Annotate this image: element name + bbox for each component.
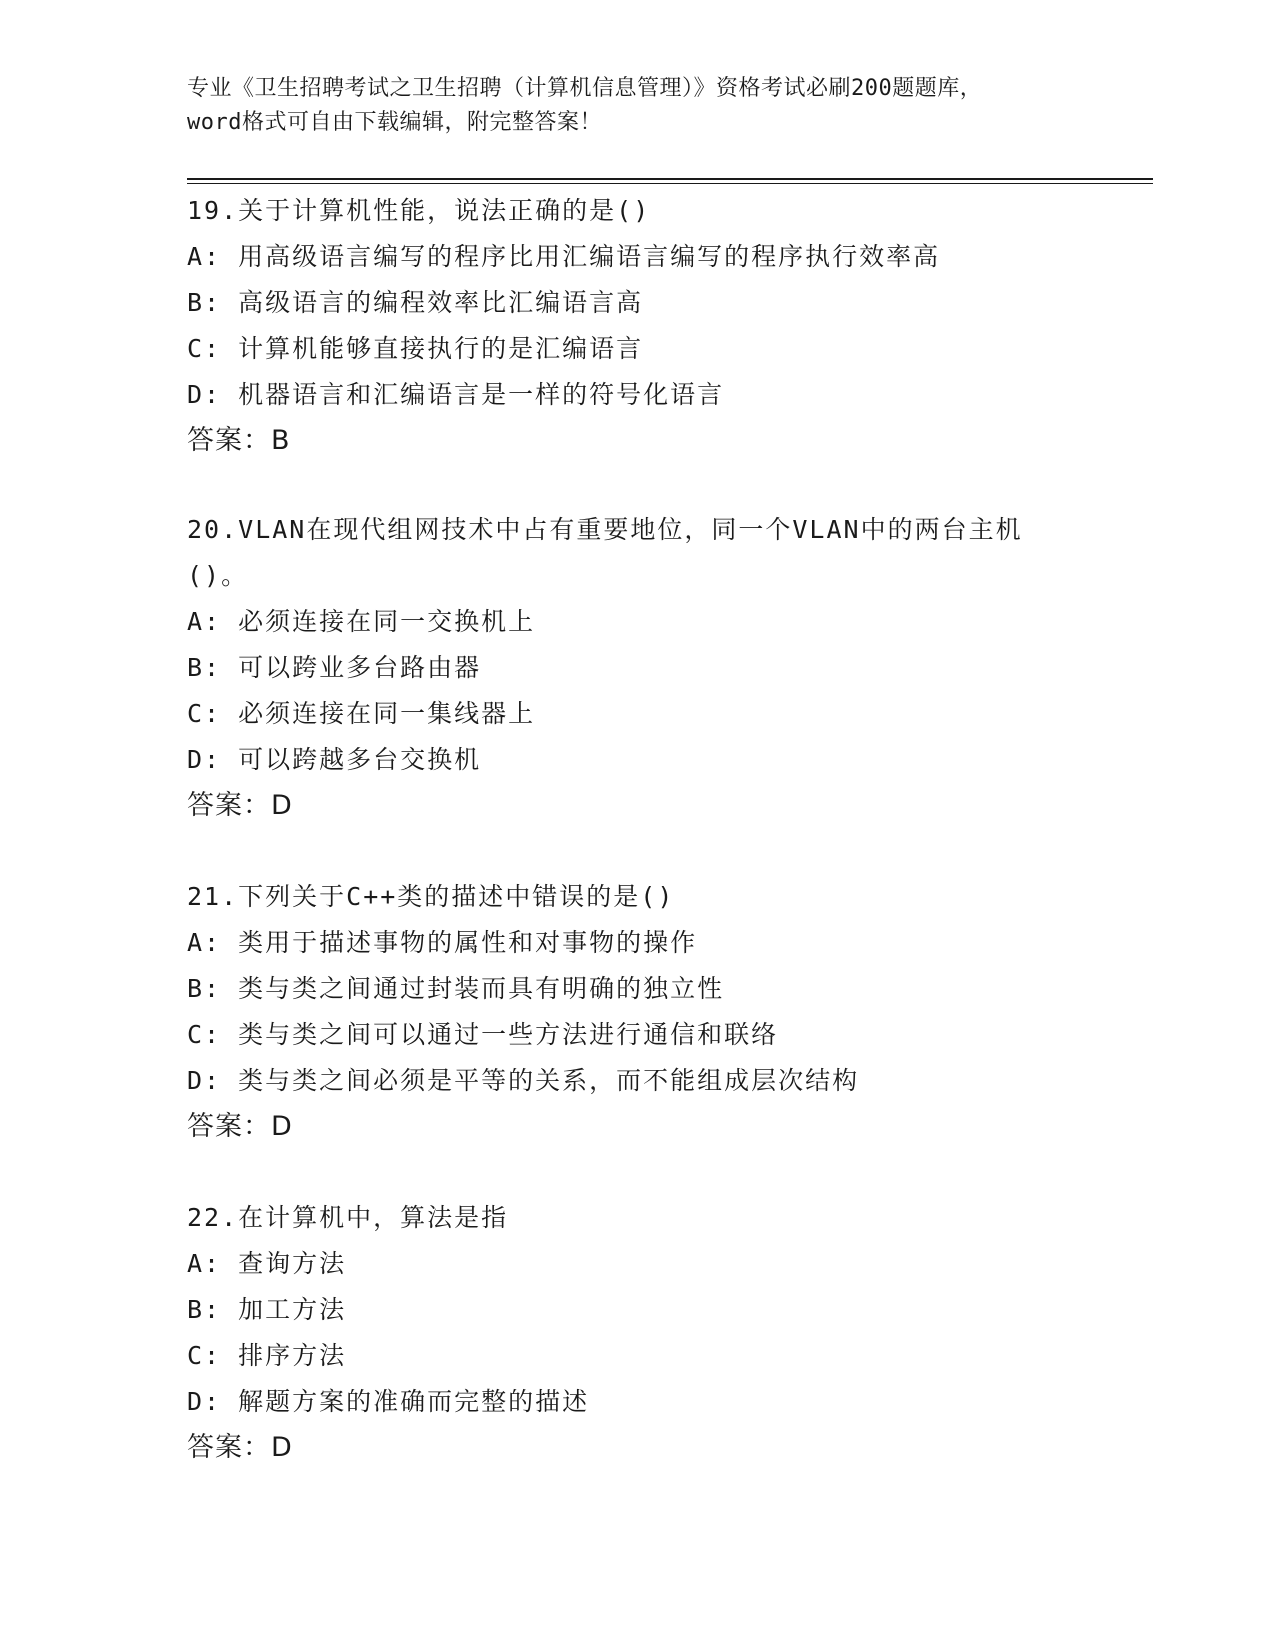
- question-stem: 20.VLAN在现代组网技术中占有重要地位，同一个VLAN中的两台主机: [187, 515, 1023, 544]
- option-a: A: 必须连接在同一交换机上: [187, 607, 536, 636]
- question-stem: 21.下列关于C++类的描述中错误的是(): [187, 882, 675, 911]
- option-c: C: 排序方法: [187, 1341, 347, 1370]
- header-divider-thin: [187, 183, 1153, 184]
- option-d: D: 机器语言和汇编语言是一样的符号化语言: [187, 380, 725, 409]
- question-stem-continued: ()。: [187, 561, 249, 590]
- header-line-1: 专业《卫生招聘考试之卫生招聘（计算机信息管理）》资格考试必刷200题题库，: [187, 76, 983, 101]
- option-a: A: 类用于描述事物的属性和对事物的操作: [187, 928, 698, 957]
- question-20: [187, 507, 1087, 829]
- option-d: D: 可以跨越多台交换机: [187, 745, 482, 774]
- option-a: A: 用高级语言编写的程序比用汇编语言编写的程序执行效率高: [187, 242, 941, 271]
- option-b: B: 高级语言的编程效率比汇编语言高: [187, 288, 644, 317]
- option-c: C: 计算机能够直接执行的是汇编语言: [187, 334, 644, 363]
- question-19: [187, 188, 1087, 464]
- option-c: C: 必须连接在同一集线器上: [187, 699, 536, 728]
- option-c: C: 类与类之间可以通过一些方法进行通信和联络: [187, 1020, 779, 1049]
- header-divider-thick: [187, 178, 1153, 180]
- option-b: B: 可以跨业多台路由器: [187, 653, 482, 682]
- option-b: B: 类与类之间通过封装而具有明确的独立性: [187, 974, 725, 1003]
- answer: 答案：B: [187, 425, 291, 456]
- answer: 答案：D: [187, 1111, 293, 1142]
- question-stem: 22.在计算机中，算法是指: [187, 1203, 509, 1232]
- question-stem: 19.关于计算机性能，说法正确的是(): [187, 196, 651, 225]
- answer: 答案：D: [187, 790, 293, 821]
- document-header: [187, 72, 1087, 140]
- answer: 答案：D: [187, 1432, 293, 1463]
- option-d: D: 类与类之间必须是平等的关系，而不能组成层次结构: [187, 1066, 860, 1095]
- option-b: B: 加工方法: [187, 1295, 347, 1324]
- question-22: [187, 1195, 1087, 1471]
- question-21: [187, 874, 1087, 1150]
- header-line-2: word格式可自由下载编辑，附完整答案！: [187, 110, 602, 135]
- option-a: A: 查询方法: [187, 1249, 347, 1278]
- option-d: D: 解题方案的准确而完整的描述: [187, 1387, 590, 1416]
